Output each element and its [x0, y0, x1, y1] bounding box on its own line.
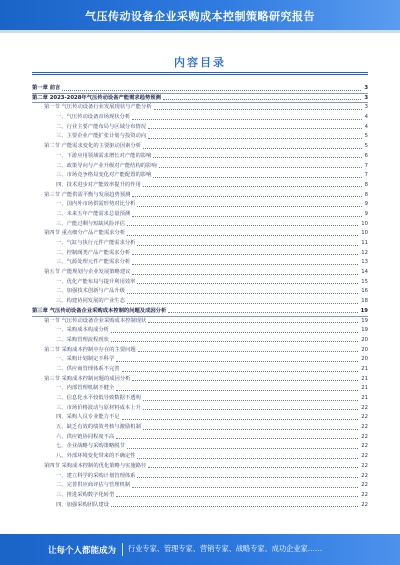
toc-dot-leader: [138, 350, 358, 352]
toc-dot-leader: [163, 98, 361, 100]
toc-entry-page: 5: [364, 132, 368, 142]
toc-entry[interactable]: [32, 103, 368, 113]
toc-entry[interactable]: [32, 394, 368, 404]
toc-entry-title: 一、国内外市场供需形势对比分析: [56, 201, 136, 208]
toc-entry-title: 二、政策导向与产业升级对产能结构的影响: [56, 162, 157, 169]
toc-dot-leader: [168, 311, 358, 313]
toc-entry-page: 22: [360, 501, 368, 511]
toc-entry[interactable]: [32, 142, 368, 152]
toc-entry[interactable]: [32, 481, 368, 491]
toc-entry[interactable]: [32, 181, 368, 191]
toc-entry[interactable]: [32, 171, 368, 181]
toc-entry-page: 18: [360, 297, 368, 307]
toc-entry-title: 三、市场价格波动与原材料成本上升: [56, 404, 141, 411]
toc-entry-title: 三、主要企业产能扩张计划与投资动向: [56, 133, 147, 140]
toc-dot-leader: [127, 447, 358, 449]
toc-entry-page: 3: [363, 94, 368, 104]
toc-entry[interactable]: [32, 94, 368, 104]
toc-entry-page: 7: [364, 171, 368, 181]
toc-entry-title: 二、采购管理流程现状: [56, 336, 109, 343]
toc-entry-title: 三、构建协同发展的产业生态: [56, 298, 125, 305]
footer-tagline: 行业专家、管理专家、营销专家、战略专家、成功企业家……: [128, 544, 323, 553]
toc-dot-leader: [127, 292, 358, 294]
toc-entry[interactable]: [32, 326, 368, 336]
toc-entry-title: 第五节 产能规划与企业发展策略建议: [44, 269, 131, 276]
toc-dot-leader: [116, 437, 358, 439]
toc-dot-leader: [143, 428, 358, 430]
toc-entry-title: 一、气缸与执行元件产能需求分析: [56, 240, 136, 246]
toc-entry-title: 第二节 采购成本控制中存在的主要问题: [44, 346, 136, 353]
toc-dot-leader: [132, 486, 358, 488]
toc-entry-title: 三、市场竞争格局变化对产能配置的影响: [56, 172, 152, 179]
toc-entry-title: 第三节 产能供需平衡与发展趋势预测: [44, 191, 131, 198]
toc-dot-leader: [116, 495, 358, 497]
toc-entry-page: 10: [360, 220, 368, 230]
toc-entry-page: 19: [360, 326, 368, 336]
toc-dot-leader: [116, 389, 358, 391]
toc-dot-leader: [154, 108, 362, 110]
toc-dot-leader: [137, 476, 358, 478]
toc-entry[interactable]: [32, 423, 368, 433]
toc-dot-leader: [132, 118, 362, 120]
toc-entry[interactable]: [32, 433, 368, 443]
toc-entry-page: 22: [360, 472, 368, 482]
toc-dot-leader: [116, 360, 358, 362]
toc-entry-page: 22: [360, 491, 368, 501]
toc-entry-title: 第一节 气压传动设备企业采购成本控制现状: [44, 317, 147, 324]
toc-heading: 内容目录: [174, 56, 226, 69]
toc-entry-page: 22: [360, 462, 368, 472]
toc-entry[interactable]: [32, 462, 368, 472]
toc-entry[interactable]: [32, 152, 368, 162]
toc-entry-title: 第二章 2023-2028年气压传动设备产能需求趋势预测: [32, 94, 161, 101]
toc-entry-page: 22: [360, 452, 368, 462]
toc-entry[interactable]: [32, 472, 368, 482]
toc-entry[interactable]: [32, 355, 368, 365]
toc-entry[interactable]: [32, 268, 368, 278]
toc-entry-title: 四、技术进步对产能效率提升的作用: [56, 181, 141, 188]
toc-entry[interactable]: [32, 258, 368, 268]
toc-entry-page: 8: [364, 191, 368, 201]
toc-entry-title: 一、下游应用领域需求增长对产能的影响: [56, 152, 152, 159]
toc-dot-leader: [122, 370, 358, 372]
toc-entry-page: 22: [360, 413, 368, 423]
toc-dot-leader: [137, 205, 362, 207]
toc-entry[interactable]: [32, 249, 368, 259]
toc-entry[interactable]: [32, 287, 368, 297]
toc-entry-page: 8: [364, 181, 368, 191]
toc-entry-page: 9: [364, 210, 368, 220]
toc-entry[interactable]: [32, 297, 368, 307]
toc-dot-leader: [148, 321, 358, 323]
toc-entry-title: 第一章 前言: [32, 85, 61, 91]
toc-entry-page: 22: [360, 433, 368, 443]
toc-divider-top: [32, 72, 368, 73]
toc-dot-leader: [153, 156, 362, 158]
toc-entry[interactable]: [32, 123, 368, 133]
toc-entry[interactable]: [32, 491, 368, 501]
toc-entry-page: 11: [360, 239, 368, 249]
toc-entry-page: 22: [360, 404, 368, 414]
toc-entry-title: 一、采购计划制定不科学: [56, 356, 115, 363]
toc-entry-title: 一、气压传动设备市场现状分析: [56, 114, 131, 121]
toc-entry-page: 21: [360, 394, 368, 404]
toc-entry-title: 一、采购成本构成分析: [56, 327, 109, 334]
toc-entry-title: 三、气源处理元件产能需求分析: [56, 259, 131, 266]
toc-entry-title: 一、建立科学的采购计划管理体系: [56, 472, 136, 479]
toc-entry-title: 第二节 产能需求变化的主要驱动因素分析: [44, 143, 142, 150]
toc-entry-page: 4: [364, 113, 368, 123]
toc-entry-title: 二、供应商管理体系不完善: [56, 365, 120, 372]
toc-entry[interactable]: [32, 413, 368, 423]
toc-dot-leader: [127, 224, 358, 226]
toc-entry[interactable]: [32, 442, 368, 452]
toc-dot-leader: [132, 195, 362, 197]
toc-dot-leader: [62, 89, 361, 91]
toc-dot-leader: [111, 331, 358, 333]
toc-entry-title: 八、外部环境变化带来的不确定性: [56, 453, 136, 460]
toc-entry[interactable]: [32, 113, 368, 123]
toc-entry-page: 20: [360, 346, 368, 356]
header-banner: [0, 0, 400, 32]
toc-entry[interactable]: [32, 84, 368, 94]
toc-entry-page: 22: [360, 481, 368, 491]
toc-dot-leader: [111, 340, 358, 342]
toc-entry-title: 第三章 气压传动设备企业采购成本控制的问题及成因分析: [32, 307, 167, 314]
toc-entry-page: 22: [360, 423, 368, 433]
header-stripe: [0, 30, 400, 33]
toc-entry-title: 二、行业主要产能布局与区域分布情况: [56, 123, 147, 130]
toc-entry-page: 19: [360, 307, 368, 317]
toc-entry-page: 21: [360, 375, 368, 385]
toc-dot-leader: [143, 185, 362, 187]
toc-entry-title: 三、产能过剩与短缺风险评估: [56, 220, 125, 227]
toc-entry-page: 15: [360, 278, 368, 288]
toc-entry[interactable]: [32, 452, 368, 462]
toc-dot-leader: [137, 282, 358, 284]
toc-dot-leader: [137, 244, 358, 246]
toc-entry[interactable]: [32, 317, 368, 327]
toc-entry-title: 一、内部管理机制不健全: [56, 385, 115, 392]
toc-dot-leader: [143, 399, 358, 401]
toc-entry-page: 16: [360, 287, 368, 297]
toc-entry[interactable]: [32, 278, 368, 288]
toc-entry-page: 12: [360, 249, 368, 259]
toc-entry-page: 3: [363, 84, 368, 94]
report-title: 气压传动设备企业采购成本控制策略研究报告: [85, 10, 315, 23]
toc-entry-page: 14: [360, 268, 368, 278]
toc-entry[interactable]: [32, 365, 368, 375]
toc-entry-title: 二、未来五年产能需求总量预测: [56, 210, 131, 217]
toc-dot-leader: [132, 263, 358, 265]
toc-entry-title: 第三节 采购成本控制问题的成因分析: [44, 375, 131, 382]
toc-entry-title: 第四节 采购成本控制的优化策略与实施路径: [44, 462, 147, 469]
toc-dot-leader: [137, 457, 358, 459]
footer-slogan: 让每个人都能成为: [48, 546, 117, 556]
toc-entry[interactable]: [32, 162, 368, 172]
toc-dot-leader: [132, 215, 362, 217]
toc-dot-leader: [143, 408, 358, 410]
toc-entry-page: 9: [364, 200, 368, 210]
toc-entry-title: 六、供应链协同程度不高: [56, 433, 115, 440]
toc-entry-page: 6: [364, 152, 368, 162]
toc-dot-leader: [148, 127, 362, 129]
toc-entry-page: 21: [360, 365, 368, 375]
toc-entry-page: 22: [360, 442, 368, 452]
toc-entry[interactable]: [32, 239, 368, 249]
toc-entry-title: 第四节 重点细分产品产能需求分析: [44, 230, 126, 237]
toc-entry[interactable]: [32, 336, 368, 346]
toc-entry[interactable]: [32, 132, 368, 142]
toc-dot-leader: [132, 273, 358, 275]
toc-entry[interactable]: [32, 200, 368, 210]
toc-dot-leader: [132, 379, 358, 381]
toc-entry[interactable]: [32, 375, 368, 385]
toc-entry[interactable]: [32, 210, 368, 220]
toc-entry-page: 4: [364, 123, 368, 133]
toc-entry[interactable]: [32, 501, 368, 511]
toc-entry-page: 10: [360, 229, 368, 239]
toc-dot-leader: [159, 166, 362, 168]
toc-entry-page: 3: [364, 103, 368, 113]
toc-dot-leader: [148, 466, 358, 468]
toc-entry-page: 5: [364, 142, 368, 152]
toc-entry[interactable]: [32, 346, 368, 356]
toc-entry-title: 四、加强采购团队建设: [56, 501, 109, 508]
toc-entry[interactable]: [32, 229, 368, 239]
toc-entry-title: 二、控制阀类产品产能需求分析: [56, 249, 131, 256]
toc-dot-leader: [122, 418, 358, 420]
toc-entry[interactable]: [32, 307, 368, 317]
toc-entry-title: 第一节 气压传动设备行业发展现状与产能分析: [44, 104, 152, 111]
toc-entry-page: 19: [360, 317, 368, 327]
toc-entry[interactable]: [32, 404, 368, 414]
toc-entry-page: 20: [360, 336, 368, 346]
toc-divider-bottom: [32, 74, 368, 75]
toc-dot-leader: [143, 147, 362, 149]
toc-dot-leader: [132, 253, 358, 255]
toc-entry[interactable]: [32, 220, 368, 230]
toc-entry-title: 二、信息化水平较低导致数据不透明: [56, 395, 141, 401]
toc-dot-leader: [111, 505, 358, 507]
table-of-contents: [32, 84, 368, 510]
toc-dot-leader: [153, 176, 362, 178]
toc-entry[interactable]: [32, 191, 368, 201]
footer-separator: [122, 543, 123, 556]
toc-dot-leader: [127, 302, 358, 304]
toc-entry-page: 13: [360, 258, 368, 268]
toc-entry-title: 七、企业战略与采购策略脱节: [56, 443, 125, 450]
toc-entry-page: 7: [364, 162, 368, 172]
toc-entry-title: 三、推进采购数字化转型: [56, 491, 115, 498]
toc-entry-page: 20: [360, 355, 368, 365]
toc-entry-title: 四、采购人员专业能力不足: [56, 414, 120, 421]
toc-entry-title: 二、加强技术创新与产品升级: [56, 288, 125, 295]
toc-entry[interactable]: [32, 384, 368, 394]
footer-banner: [0, 534, 400, 565]
toc-dot-leader: [127, 234, 358, 236]
toc-entry-title: 二、完善供应商评估与管理机制: [56, 482, 131, 489]
toc-entry-page: 21: [360, 384, 368, 394]
toc-entry-title: 五、缺乏有效的绩效考核与激励机制: [56, 424, 141, 431]
toc-dot-leader: [148, 137, 362, 139]
toc-entry-title: 一、优化产能布局与提升利用效率: [56, 278, 136, 285]
